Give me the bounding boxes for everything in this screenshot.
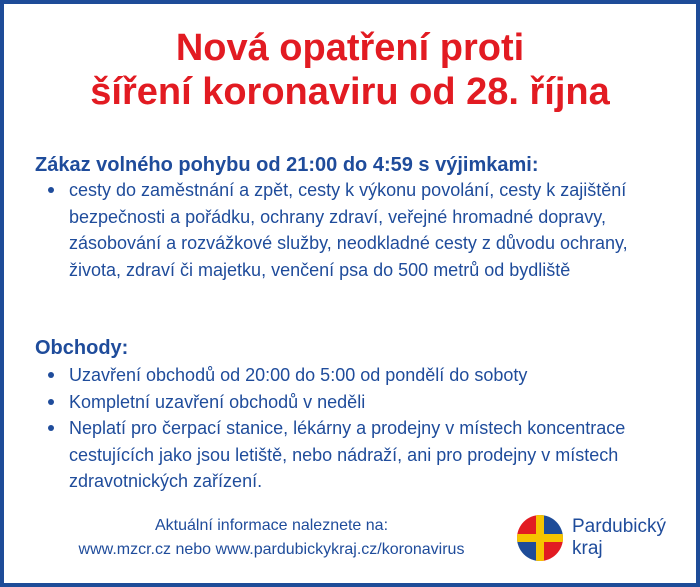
- curfew-heading: Zákaz volného pohybu od 21:00 do 4:59 s výjimkami:: [35, 154, 539, 176]
- shops-rules-list: [44, 362, 684, 495]
- pardubicky-kraj-logo: [516, 514, 666, 564]
- shops-heading: Obchody:: [35, 337, 129, 359]
- title-line-1: Nová opatření proti: [175, 27, 525, 69]
- logo-line-2: kraj: [572, 538, 603, 559]
- region-emblem-icon: [516, 514, 564, 562]
- info-footer-links: www.mzcr.cz nebo www.pardubickykraj.cz/koronavirus: [78, 541, 465, 558]
- list-item: Neplatí pro čerpací stanice, lékárny a prodejny v místech koncentrace cestujících jako jsou letiště, nebo nádraží, ani pro prodejny v místech zdravotnických zařízení.: [69, 415, 684, 495]
- list-item: Uzavření obchodů od 20:00 do 5:00 od pondělí do soboty: [69, 362, 684, 389]
- logo-line-1: Pardubický: [572, 516, 666, 537]
- page-title: [4, 26, 696, 114]
- list-item: cesty do zaměstnání a zpět, cesty k výkonu povolání, cesty k zajištění bezpečnosti a pořádku, ochrany zdraví, veřejné hromadné dopravy, zásobování a rozvážkové služby, neodkladné cesty z důvodu ochrany, života, zdraví či majetku, venčení psa do 500 metrů od bydliště: [69, 177, 684, 283]
- title-line-2: šíření koronaviru od 28. října: [90, 71, 610, 113]
- info-footer: [44, 514, 499, 562]
- info-footer-label: Aktuální informace naleznete na:: [154, 517, 389, 534]
- logo-wordmark: [572, 516, 666, 560]
- list-item: Kompletní uzavření obchodů v neděli: [69, 389, 684, 416]
- curfew-exceptions-list: [44, 177, 684, 283]
